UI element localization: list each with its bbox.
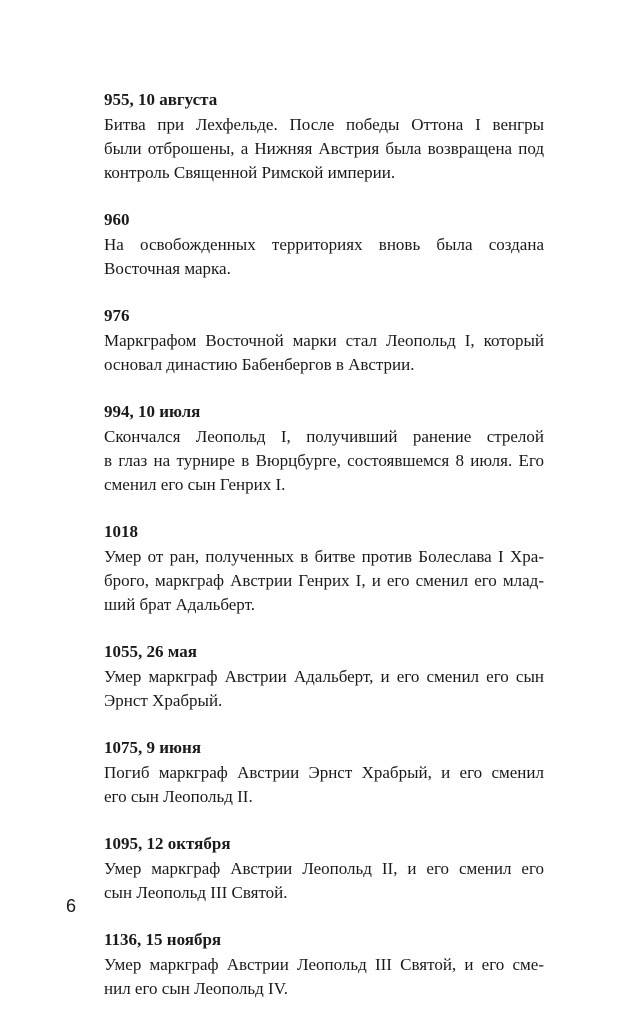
chronology-entry-1055 <box>104 640 544 713</box>
entry-date: 955, 10 августа <box>104 90 218 109</box>
chronology-entry-1136 <box>104 928 544 1001</box>
entry-date: 960 <box>104 210 130 229</box>
chronology-entry-960 <box>104 208 544 281</box>
entry-text-line: сменил его сын Генрих I. <box>104 475 286 494</box>
entry-text-line: Скончался Леопольд I, получивший ранение стрелой <box>104 427 544 446</box>
entry-date: 976 <box>104 306 130 325</box>
entry-text-line: Восточная марка. <box>104 259 231 278</box>
entry-date: 1136, 15 ноября <box>104 930 222 949</box>
entry-text-line: его сын Леопольд II. <box>104 787 253 806</box>
entry-text-line: в глаз на турнире в Вюрцбурге, состоявшемся 8 июля. Его <box>104 451 544 470</box>
entry-text-line: Умер маркграф Австрии Леопольд II, и его сменил его <box>104 859 544 878</box>
chronology-entry-1018 <box>104 520 544 617</box>
chronology-entry-1075 <box>104 736 544 809</box>
entry-text-line: брого, маркграф Австрии Генрих I, и его сменил его млад- <box>104 571 544 590</box>
chronology-entry-955 <box>104 88 544 185</box>
entry-text-line: Маркграфом Восточной марки стал Леопольд I, который <box>104 331 544 350</box>
entry-date: 1018 <box>104 522 138 541</box>
page-number: 6 <box>66 896 77 916</box>
entry-text-line: Погиб маркграф Австрии Эрнст Храбрый, и его сменил <box>104 763 544 782</box>
page-body <box>104 88 544 1024</box>
entry-text-line: Умер маркграф Австрии Леопольд III Святой, и его сме- <box>104 955 544 974</box>
chronology-entry-976 <box>104 304 544 377</box>
entry-date: 1055, 26 мая <box>104 642 197 661</box>
entry-text-line: На освобожденных территориях вновь была создана <box>104 235 544 254</box>
entry-text-line: Битва при Лехфельде. После победы Оттона I венгры <box>104 115 544 134</box>
entry-date: 1095, 12 октября <box>104 834 231 853</box>
entry-text-line: сын Леопольд III Святой. <box>104 883 288 902</box>
entry-text-line: Умер маркграф Австрии Адальберт, и его сменил его сын <box>104 667 544 686</box>
entry-text-line: основал династию Бабенбергов в Австрии. <box>104 355 415 374</box>
entry-date: 994, 10 июля <box>104 402 201 421</box>
entry-date: 1075, 9 июня <box>104 738 202 757</box>
entry-text-line: контроль Священной Римской империи. <box>104 163 396 182</box>
entry-text-line: ший брат Адальберт. <box>104 595 255 614</box>
entry-text-line: Эрнст Храбрый. <box>104 691 223 710</box>
chronology-entry-994 <box>104 400 544 497</box>
chronology-entry-1095 <box>104 832 544 905</box>
entry-text-line: Умер от ран, полученных в битве против Болеслава I Хра- <box>104 547 544 566</box>
entry-text-line: нил его сын Леопольд IV. <box>104 979 289 998</box>
entry-text-line: были отброшены, а Нижняя Австрия была возвращена под <box>104 139 544 158</box>
